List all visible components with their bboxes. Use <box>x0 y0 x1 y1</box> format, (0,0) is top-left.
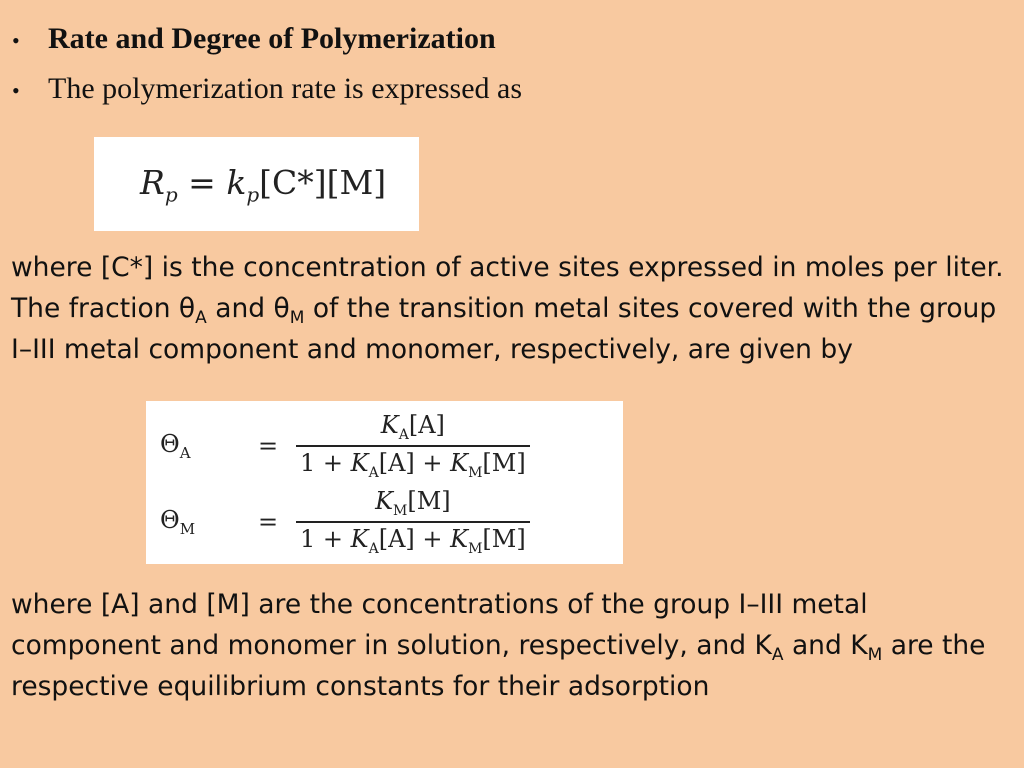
equals-sign: = <box>188 163 216 202</box>
equals-sign: = <box>258 507 279 536</box>
fraction <box>296 411 530 481</box>
rate-symbol: R <box>140 163 165 202</box>
rate-constant-subscript: p <box>246 182 260 207</box>
rate-equation <box>140 163 386 207</box>
bullet-list <box>12 22 522 122</box>
paragraph-text: and θ <box>206 293 290 324</box>
theta-m-equation <box>160 487 530 557</box>
bullet-dot: • <box>12 78 20 103</box>
coverage-equations-image <box>146 401 623 564</box>
bullet-dot: • <box>12 28 20 53</box>
theta-a-symbol: $\Theta_A$ <box>160 429 191 462</box>
paragraph-text: of the transition metal sites covered with the group I–III metal component and monomer, respectively, are given by <box>11 293 997 365</box>
subscript: A <box>195 308 207 328</box>
denominator: $1 + K_A[A] + K_M[M]$ <box>296 521 530 557</box>
theta-a-equation <box>160 411 530 481</box>
intro-text: The polymerization rate is expressed as <box>48 72 522 105</box>
subscript: M <box>867 645 883 665</box>
rate-constant-symbol: k <box>226 163 247 202</box>
bullet-item-title <box>12 22 522 72</box>
denominator: $1 + K_A[A] + K_M[M]$ <box>296 445 530 481</box>
paragraph-text: are the respective equilibrium constants for their adsorption <box>11 630 986 702</box>
concentration-terms: [C*][M] <box>259 163 387 202</box>
bullet-item-intro <box>12 72 522 122</box>
fraction <box>296 487 530 557</box>
numerator: $K_M[M]$ <box>375 487 451 519</box>
paragraph-equilibrium <box>11 584 1011 707</box>
paragraph-active-sites <box>11 247 1011 370</box>
subscript: A <box>771 645 784 665</box>
paragraph-text: and K <box>783 630 868 661</box>
theta-m-symbol: $\Theta_M$ <box>160 505 196 538</box>
subscript: M <box>289 308 305 328</box>
paragraph-text: where [A] and [M] are the concentrations of the group I–III metal component and monomer in solution, respectively, and K <box>11 589 868 661</box>
numerator: $K_A[A]$ <box>380 411 445 443</box>
rate-subscript: p <box>164 182 178 207</box>
slide-title: Rate and Degree of Polymerization <box>48 22 496 55</box>
paragraph-text: where [C*] is the concentration of active sites expressed in moles per liter. The fraction θ <box>11 252 1004 324</box>
equals-sign: = <box>258 431 279 460</box>
rate-equation-image <box>94 137 419 231</box>
